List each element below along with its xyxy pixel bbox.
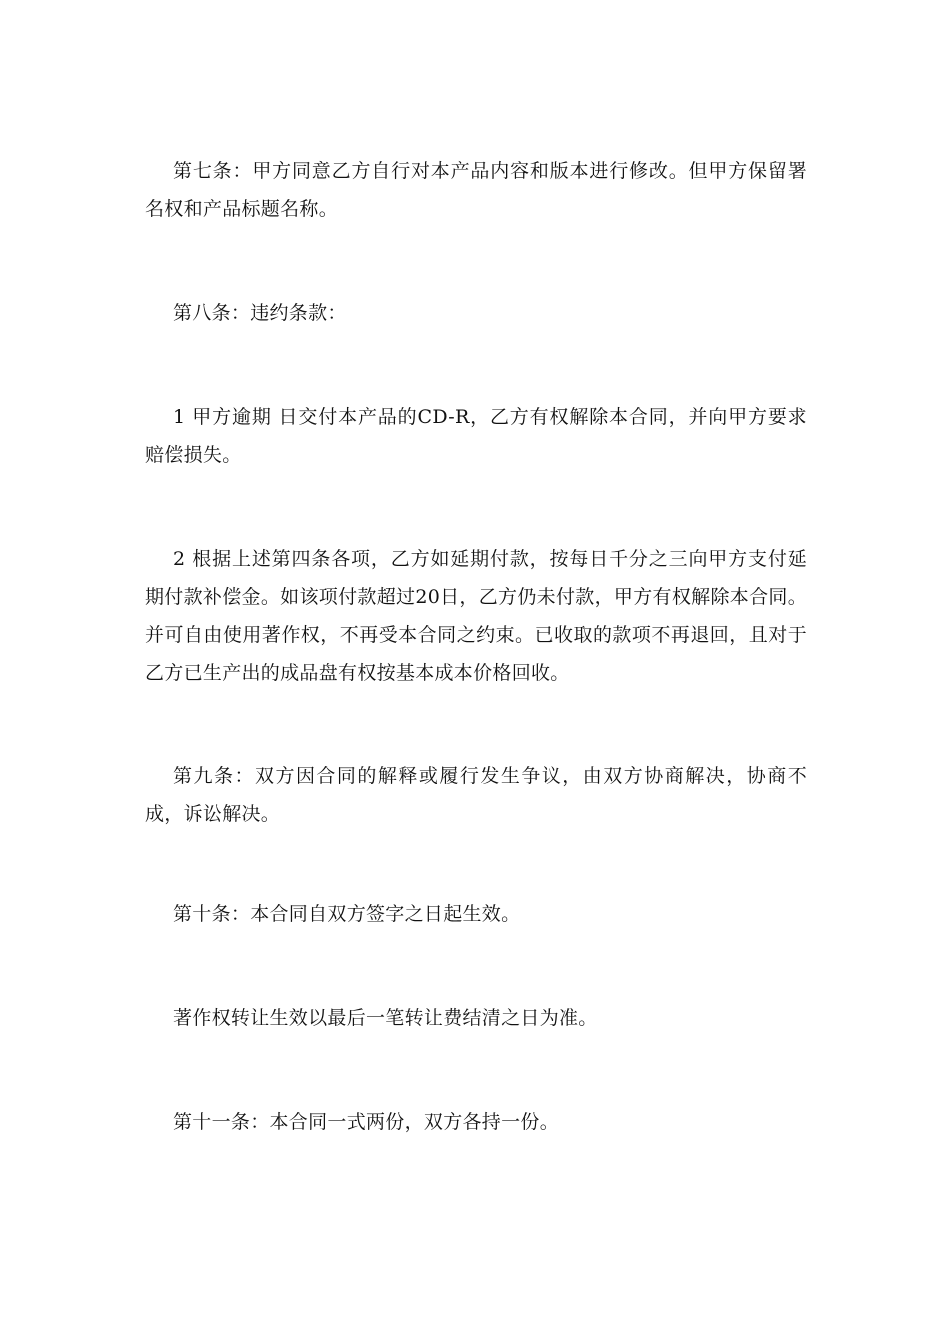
clause-11-paragraph: 第十一条：本合同一式两份，双方各持一份。 — [173, 1111, 560, 1133]
clause-10-paragraph: 第十条：本合同自双方签字之日起生效。 — [173, 903, 521, 925]
copyright-transfer-effective-paragraph: 著作权转让生效以最后一笔转让费结清之日为准。 — [173, 1007, 598, 1029]
clause-8-heading: 第八条：违约条款： — [173, 302, 347, 324]
clause-9-paragraph: 第九条：双方因合同的解释或履行发生争议，由双方协商解决，协商不成，诉讼解决。 — [145, 765, 807, 825]
clause-7-paragraph: 第七条：甲方同意乙方自行对本产品内容和版本进行修改。但甲方保留署名权和产品标题名称。 — [145, 160, 807, 220]
clause-8-item-1-paragraph: 1 甲方逾期 日交付本产品的CD-R，乙方有权解除本合同，并向甲方要求赔偿损失。 — [145, 406, 807, 466]
clause-8-item-2-paragraph: 2 根据上述第四条各项，乙方如延期付款，按每日千分之三向甲方支付延期付款补偿金。如该项付款超过20日，乙方仍未付款，甲方有权解除本合同。并可自由使用著作权，不再受本合同之约束。已收取的款项不再退回，且对于乙方已生产出的成品盘有权按基本成本价格回收。 — [145, 548, 807, 684]
